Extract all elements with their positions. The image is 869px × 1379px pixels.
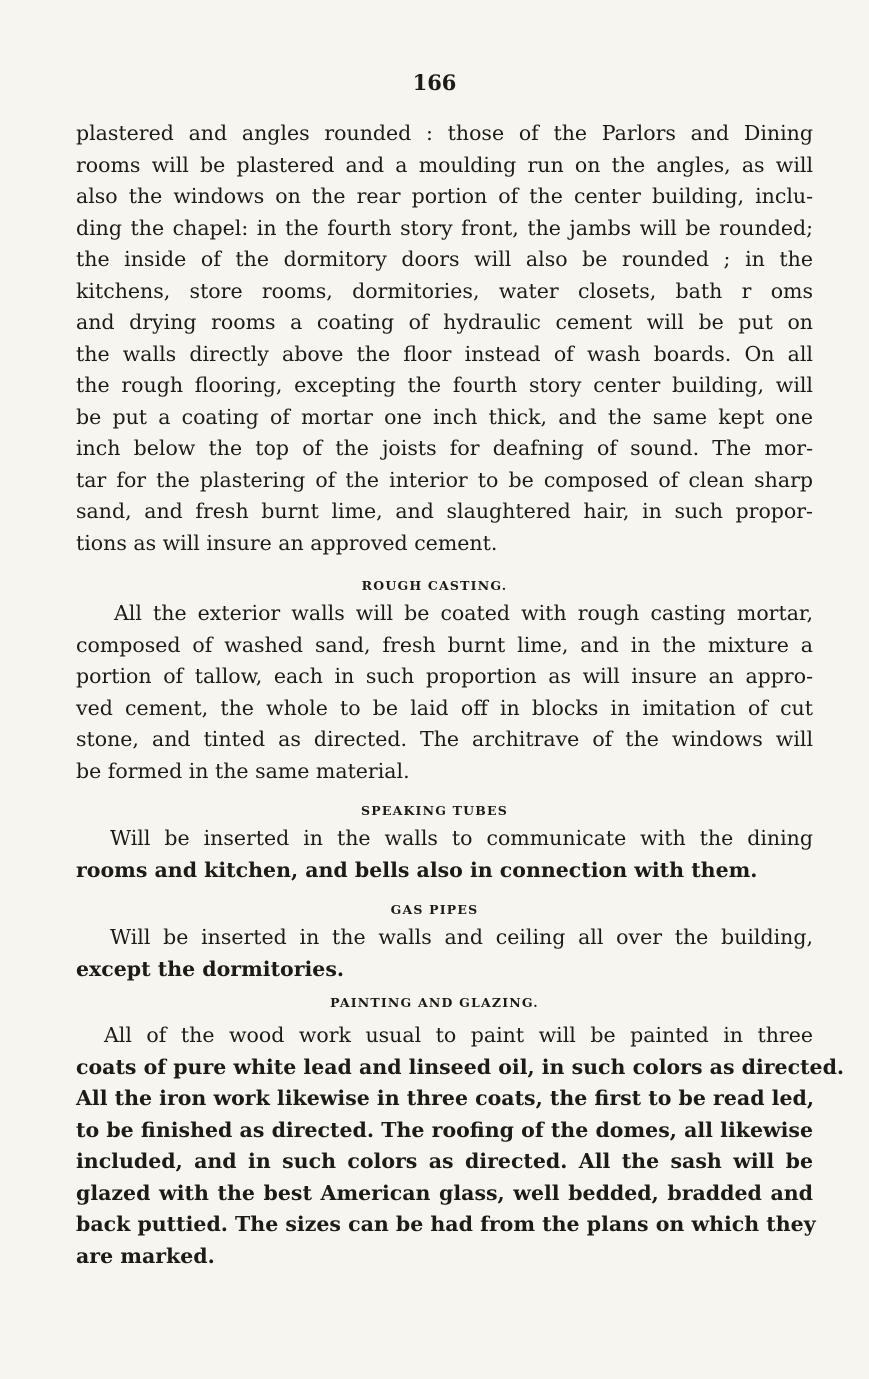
text-line: also the windows on the rear portion of the center building, inclu- [76, 184, 813, 208]
text-line: portion of tallow, each in such proportion as will insure an appro- [76, 664, 813, 688]
text-line: ding the chapel: in the fourth story front, the jambs will be rounded; [76, 215, 813, 240]
text-line: kitchens, store rooms, dormitories, water closets, bath r oms [76, 278, 813, 303]
text-line: sand, and fresh burnt lime, and slaughtered hair, in such propor- [76, 499, 813, 523]
text-line: except the dormitories. [76, 956, 345, 981]
text-line: the walls directly above the floor instead of wash boards. On all [76, 341, 813, 366]
text-line: ved cement, the whole to be laid off in blocks in imitation of cut [76, 695, 813, 720]
text-line: glazed with the best American glass, well bedded, bradded and [76, 1180, 813, 1205]
text-line: and drying rooms a coating of hydraulic cement will be put on [76, 310, 813, 334]
text-line: All of the wood work usual to paint will be painted in three [104, 1023, 813, 1047]
text-line: inch below the top of the joists for deafning of sound. The mor- [76, 436, 813, 460]
text-line: the inside of the dormitory doors will also be rounded ; in the [76, 247, 813, 271]
text-line: coats of pure white lead and linseed oil, in such colors as directed. [76, 1054, 845, 1079]
text-line: be put a coating of mortar one inch thick, and the same kept one [76, 404, 813, 429]
heading-rough-casting: ROUGH CASTING. [361, 578, 508, 593]
text-line: rooms will be plastered and a moulding run on the angles, as will [76, 152, 813, 177]
paragraph-gas-pipes [76, 922, 813, 985]
heading-gas-pipes: GAS PIPES [390, 902, 479, 917]
text-line: stone, and tinted as directed. The architrave of the windows will [76, 727, 813, 751]
paragraph-painting-glazing [76, 1020, 845, 1272]
text-line: rooms and kitchen, and bells also in connection with them. [76, 857, 758, 882]
text-line: be formed in the same material. [76, 758, 410, 783]
text-line: back puttied. The sizes can be had from the plans on which they [76, 1212, 816, 1236]
text-line: are marked. [76, 1243, 215, 1268]
paragraph-plastering [76, 118, 813, 559]
text-line: included, and in such colors as directed. All the sash will be [76, 1149, 813, 1173]
heading-painting-glazing: PAINTING AND GLAZING. [330, 995, 539, 1010]
heading-speaking-tubes: SPEAKING TUBES [361, 803, 508, 818]
page-number: 166 [412, 70, 457, 95]
paragraph-rough-casting [76, 598, 813, 787]
text-line: the rough flooring, excepting the fourth story center building, will [76, 373, 813, 397]
text-line: to be finished as directed. The roofing of the domes, all likewise [76, 1117, 813, 1142]
text-line: All the exterior walls will be coated with rough casting mortar, [114, 601, 813, 625]
text-line: plastered and angles rounded : those of the Parlors and Dining [76, 121, 813, 145]
text-line: tions as will insure an approved cement. [76, 530, 498, 555]
text-line: Will be inserted in the walls and ceiling all over the building, [110, 925, 813, 949]
text-line: composed of washed sand, fresh burnt lime, and in the mixture a [76, 632, 813, 657]
text-line: All the iron work likewise in three coats, the first to be read led, [76, 1086, 814, 1110]
text-line: tar for the plastering of the interior to be composed of clean sharp [76, 467, 813, 492]
text-line: Will be inserted in the walls to communicate with the dining [110, 826, 813, 850]
paragraph-speaking-tubes [76, 823, 813, 886]
